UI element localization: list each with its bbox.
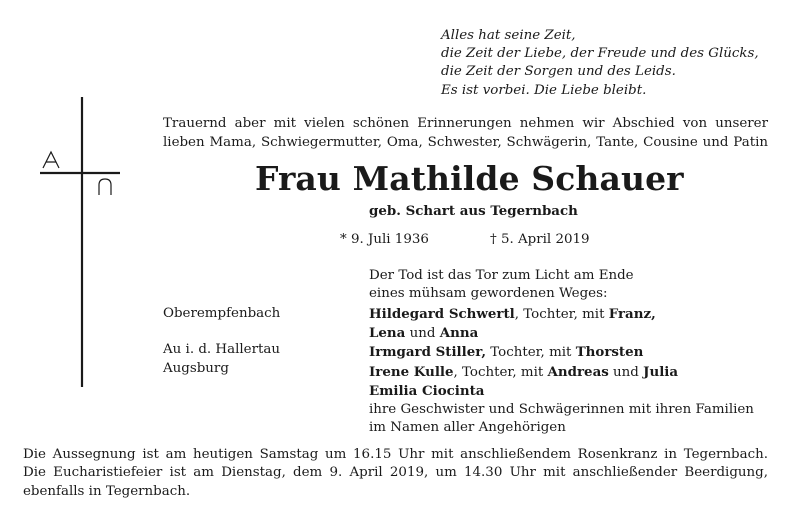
place: Oberempfenbach	[163, 306, 281, 321]
omega-icon	[99, 179, 111, 195]
place	[163, 323, 280, 341]
poem	[441, 27, 781, 100]
mourner-line: Hildegard Schwertl, Tochter, mit Franz,	[369, 306, 656, 322]
mourners-list	[369, 305, 769, 437]
intro-line: Trauernd aber mit vielen schönen Erinnerungen nehmen wir Abschied von unserer	[163, 116, 768, 131]
mourner-line	[369, 382, 769, 401]
footer-notice	[23, 446, 768, 501]
poem-line: Alles hat seine Zeit,	[441, 28, 576, 43]
footer-line: ebenfalls in Tegernbach.	[23, 483, 191, 499]
footer-line: Die Eucharistiefeier ist am Dienstag, dem 9. April 2019, um 14.30 Uhr mit anschließender Beerdigung,	[23, 465, 768, 481]
deceased-name: Frau Mathilde Schauer	[255, 159, 684, 198]
quote	[369, 267, 634, 303]
footer-line: Die Aussegnung ist am heutigen Samstag um 16.15 Uhr mit anschließendem Rosenkranz in Tegernbach.	[23, 447, 768, 462]
mourner-line: Irmgard Stiller, Tochter, mit Thorsten	[369, 344, 644, 361]
poem-line: die Zeit der Sorgen und des Leids.	[441, 64, 676, 80]
quote-line: eines mühsam gewordenen Weges:	[369, 286, 608, 302]
mourner-name: Irene Kulle	[369, 363, 454, 380]
place: Augsburg	[163, 360, 229, 376]
intro-text	[163, 115, 768, 152]
mourner-name: Emilia Ciocinta	[369, 382, 485, 399]
alpha-icon	[43, 152, 59, 168]
intro-line: lieben Mama, Schwiegermutter, Oma, Schwester, Schwägerin, Tante, Cousine und Patin	[163, 134, 768, 150]
death-date: † 5. April 2019	[490, 232, 590, 247]
birth-date: * 9. Juli 1936	[340, 232, 429, 247]
cross-alpha-omega-icon	[40, 97, 120, 387]
places-column	[163, 305, 280, 378]
mourner-name: Hildegard Schwertl	[369, 306, 515, 322]
siblings-line: ihre Geschwister und Schwägerinnen mit ihren Familien	[369, 402, 754, 418]
birth-name: geb. Schart aus Tegernbach	[369, 203, 578, 219]
mourner-line: Irene Kulle, Tochter, mit Andreas und Julia	[369, 363, 679, 380]
poem-line: Es ist vorbei. Die Liebe bleibt.	[441, 82, 647, 98]
mourner-line: Lena und Anna	[369, 325, 479, 342]
all-relatives-line: im Namen aller Angehörigen	[369, 420, 566, 436]
place: Au i. d. Hallertau	[163, 342, 280, 358]
quote-line: Der Tod ist das Tor zum Licht am Ende	[369, 268, 634, 283]
poem-line: die Zeit der Liebe, der Freude und des Glücks,	[441, 46, 759, 62]
mourner-name: Irmgard Stiller,	[369, 344, 486, 361]
